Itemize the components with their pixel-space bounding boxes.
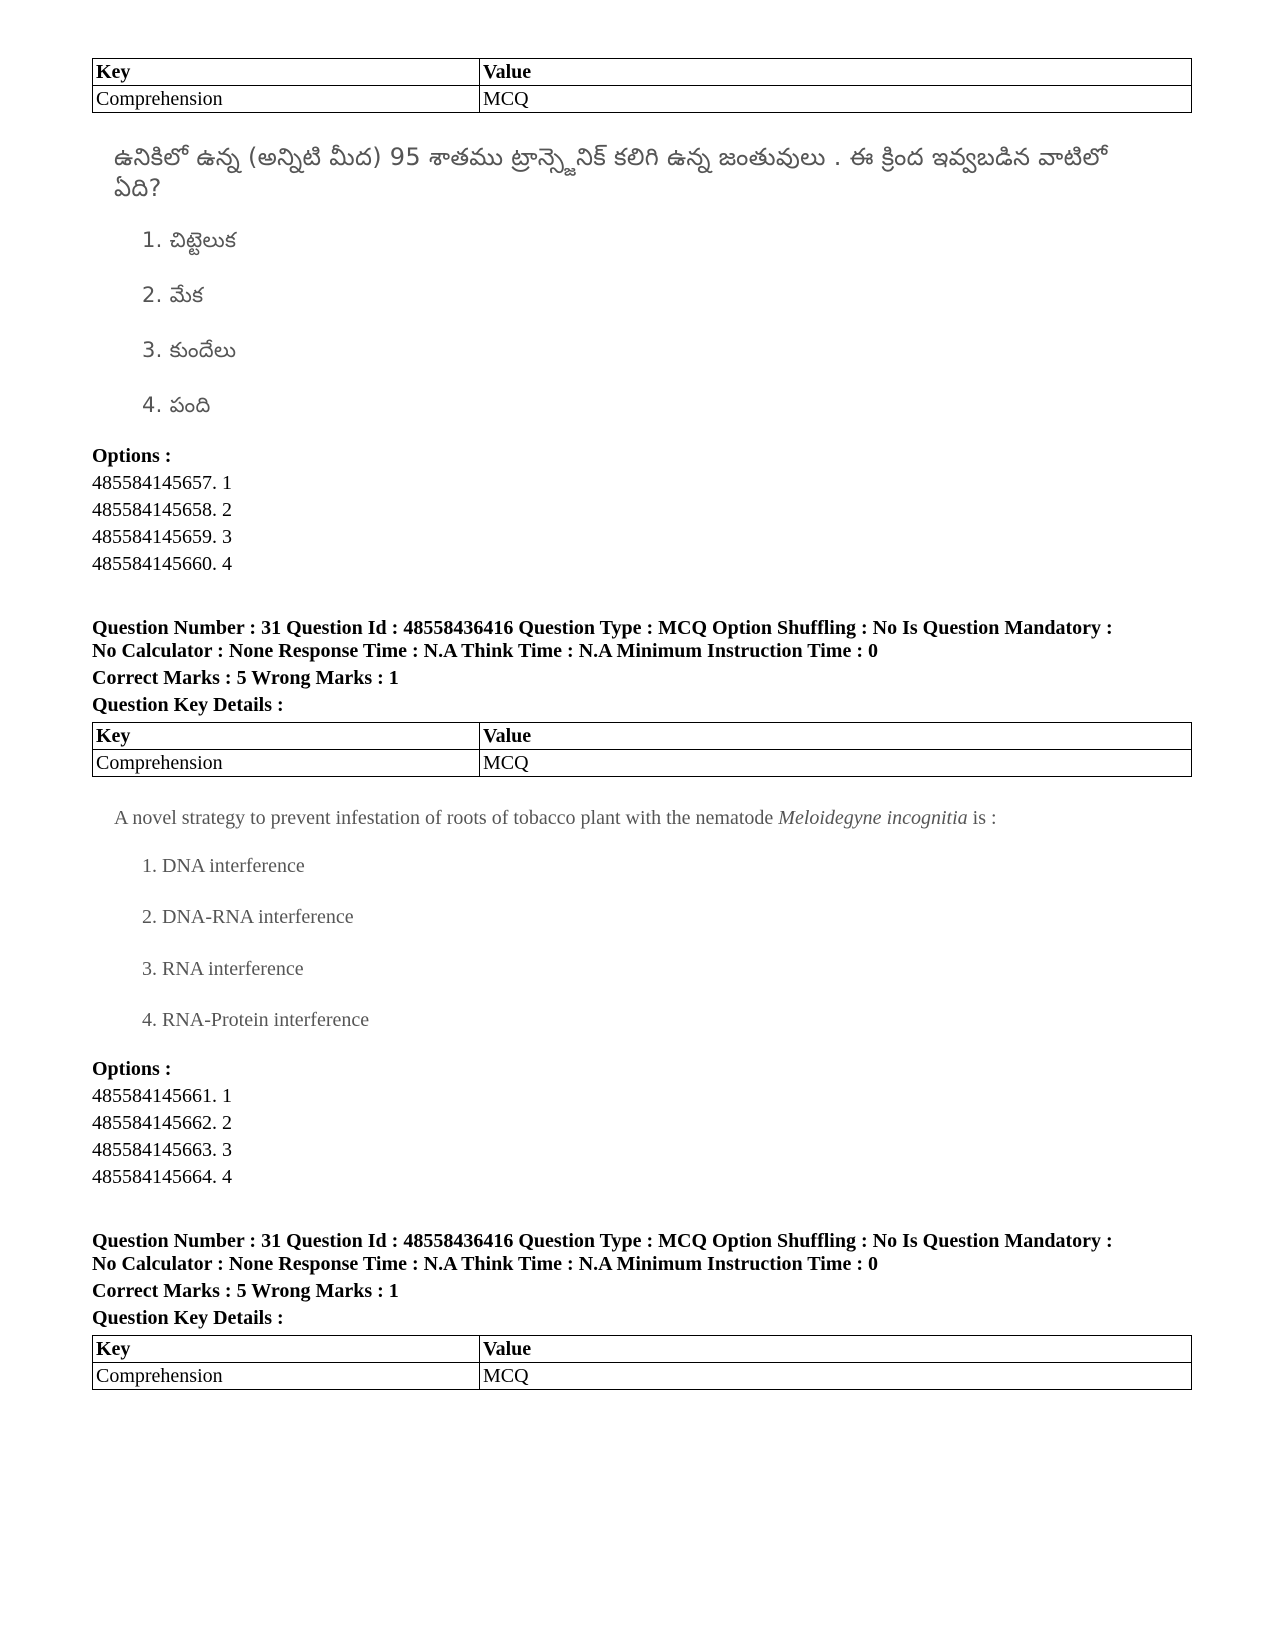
key-cell: Comprehension — [93, 86, 480, 113]
choice-2: 2. మేక — [142, 283, 204, 307]
key-details-label: Question Key Details : — [92, 1307, 284, 1329]
question-image-telugu — [114, 142, 1114, 417]
value-header: Value — [480, 723, 1192, 750]
species-name: Meloidegyne incognitia — [778, 807, 968, 829]
question-meta-line-1: Question Number : 31 Question Id : 48558436416 Question Type : MCQ Option Shuffling : No Is Question Mandatory : — [92, 1230, 1113, 1252]
key-cell: Comprehension — [93, 750, 480, 777]
question-meta-line-2: No Calculator : None Response Time : N.A Think Time : N.A Minimum Instruction Time : 0 — [92, 1253, 878, 1275]
marks-line: Correct Marks : 5 Wrong Marks : 1 — [92, 667, 399, 689]
choice-2: 2. DNA-RNA interference — [142, 906, 354, 928]
value-cell: MCQ — [480, 750, 1192, 777]
stem-text-end: is : — [967, 807, 997, 829]
option-line: 485584145663. 3 — [92, 1139, 232, 1161]
key-header: Key — [93, 59, 480, 86]
choice-3: 3. కుందేలు — [142, 338, 237, 362]
choice-1: 1. DNA interference — [142, 855, 305, 877]
question-meta-line-2: No Calculator : None Response Time : N.A Think Time : N.A Minimum Instruction Time : 0 — [92, 640, 878, 662]
question-meta-line-1: Question Number : 31 Question Id : 48558436416 Question Type : MCQ Option Shuffling : No Is Question Mandatory : — [92, 617, 1113, 639]
choice-1: 1. చిట్టెలుక — [142, 228, 237, 252]
key-value-table — [92, 1335, 1192, 1390]
option-line: 485584145662. 2 — [92, 1112, 232, 1134]
stem-text: A novel strategy to prevent infestation of roots of tobacco plant with the nematode — [114, 807, 779, 829]
key-value-table — [92, 722, 1192, 777]
key-value-table — [92, 58, 1192, 113]
key-details-label: Question Key Details : — [92, 694, 284, 716]
key-cell: Comprehension — [93, 1363, 480, 1390]
option-line: 485584145657. 1 — [92, 472, 232, 494]
question-image-english — [114, 803, 1164, 1031]
value-header: Value — [480, 1336, 1192, 1363]
options-label: Options : — [92, 445, 172, 467]
key-header: Key — [93, 1336, 480, 1363]
question-stem — [114, 803, 1164, 834]
marks-line: Correct Marks : 5 Wrong Marks : 1 — [92, 1280, 399, 1302]
option-line: 485584145659. 3 — [92, 526, 232, 548]
choice-4: 4. పంది — [142, 393, 211, 417]
value-cell: MCQ — [480, 86, 1192, 113]
option-line: 485584145658. 2 — [92, 499, 232, 521]
option-line: 485584145661. 1 — [92, 1085, 232, 1107]
value-cell: MCQ — [480, 1363, 1192, 1390]
options-label: Options : — [92, 1058, 172, 1080]
key-header: Key — [93, 723, 480, 750]
choice-4: 4. RNA-Protein interference — [142, 1009, 370, 1031]
value-header: Value — [480, 59, 1192, 86]
choice-3: 3. RNA interference — [142, 958, 304, 980]
option-line: 485584145664. 4 — [92, 1166, 232, 1188]
question-stem: ఉనికిలో ఉన్న (అన్నిటి మీద) 95 శాతము ట్రాన్స్జెనిక్ కలిగి ఉన్న జంతువులు . ఈ క్రింద ఇవ్వబడిన వాటిలో ఏది? — [114, 143, 1108, 202]
option-line: 485584145660. 4 — [92, 553, 232, 575]
